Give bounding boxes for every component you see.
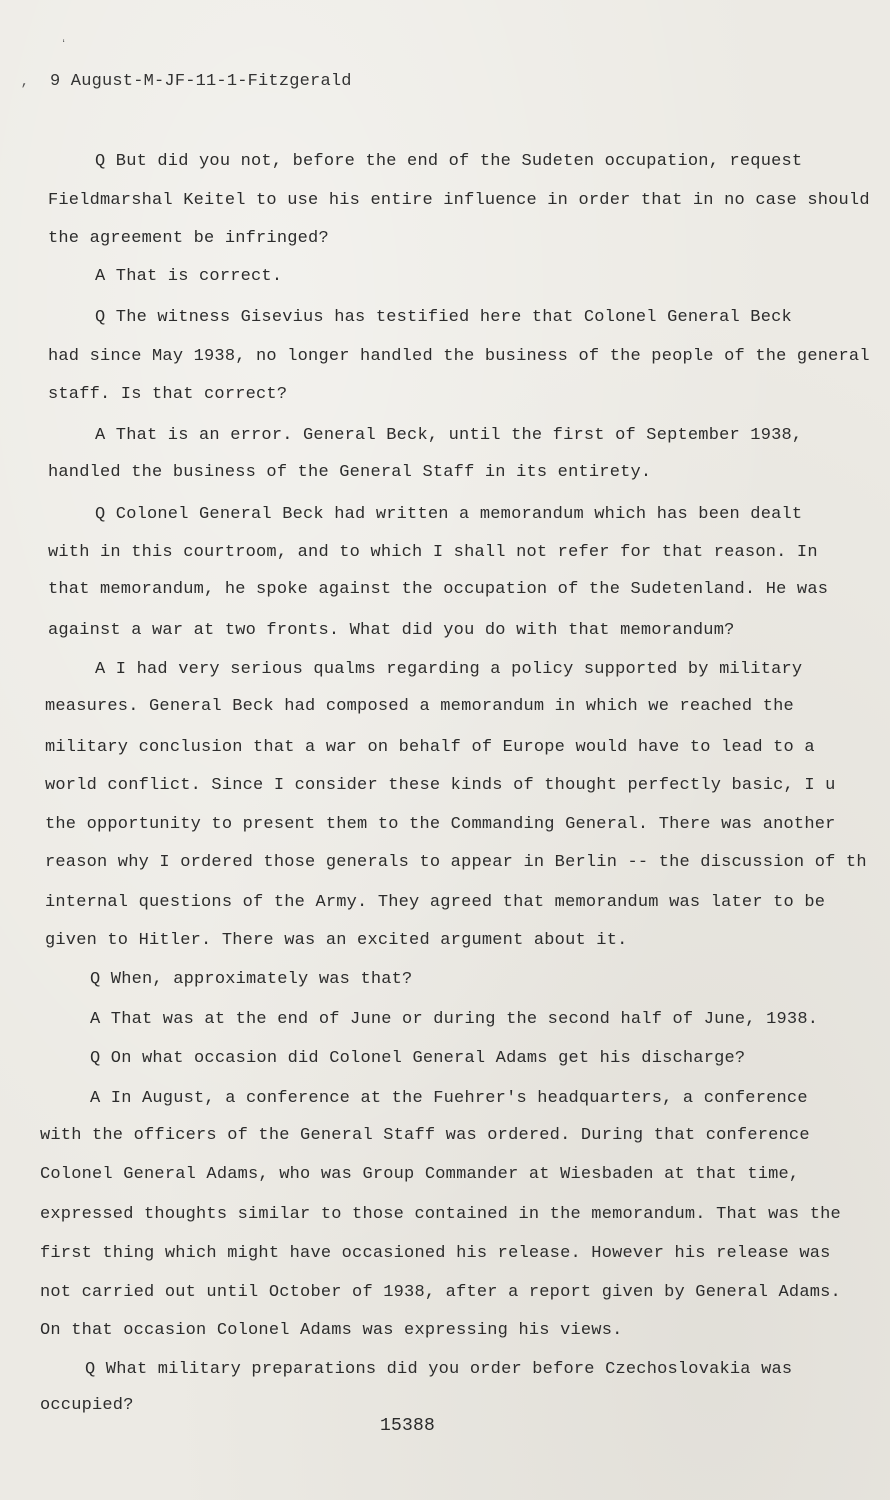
text-line: against a war at two fronts. What did you do with that memorandum?	[48, 621, 735, 640]
text-line: had since May 1938, no longer handled the business of the people of the general	[48, 347, 870, 366]
text-line: with in this courtroom, and to which I shall not refer for that reason. In	[48, 543, 818, 562]
text-line: internal questions of the Army. They agreed that memorandum was later to be	[45, 893, 826, 912]
text-line: Q The witness Gisevius has testified here that Colonel General Beck	[95, 308, 792, 327]
text-line: first thing which might have occasioned his release. However his release was	[40, 1244, 831, 1263]
text-line: military conclusion that a war on behalf of Europe would have to lead to a	[45, 738, 815, 757]
text-line: with the officers of the General Staff was ordered. During that conference	[40, 1126, 810, 1145]
text-line: A That was at the end of June or during the second half of June, 1938.	[90, 1010, 819, 1029]
text-line: not carried out until October of 1938, after a report given by General Adams.	[40, 1283, 841, 1302]
page-number: 15388	[380, 1416, 436, 1436]
text-line: Q When, approximately was that?	[90, 970, 413, 989]
text-line: the opportunity to present them to the Commanding General. There was another	[45, 815, 836, 834]
text-line: measures. General Beck had composed a memorandum in which we reached the	[45, 697, 794, 716]
text-line: A That is an error. General Beck, until the first of September 1938,	[95, 426, 803, 445]
text-line: reason why I ordered those generals to appear in Berlin -- the discussion of th	[45, 853, 867, 872]
margin-mark: ‚	[20, 74, 29, 90]
text-line: occupied?	[40, 1396, 134, 1415]
text-line: A That is correct.	[95, 267, 283, 286]
text-line: expressed thoughts similar to those contained in the memorandum. That was the	[40, 1205, 841, 1224]
text-line: the agreement be infringed?	[48, 229, 329, 248]
text-line: A I had very serious qualms regarding a policy supported by military	[95, 660, 803, 679]
text-line: world conflict. Since I consider these kinds of thought perfectly basic, I u	[45, 776, 836, 795]
text-line: staff. Is that correct?	[48, 385, 288, 404]
text-line: Q Colonel General Beck had written a memorandum which has been dealt	[95, 505, 803, 524]
text-line: On that occasion Colonel Adams was expressing his views.	[40, 1321, 623, 1340]
text-line: Q What military preparations did you order before Czechoslovakia was	[85, 1360, 793, 1379]
top-mark: ʻ	[60, 38, 68, 52]
text-line: Q On what occasion did Colonel General Adams get his discharge?	[90, 1049, 746, 1068]
text-line: Q But did you not, before the end of the Sudeten occupation, request	[95, 152, 803, 171]
text-line: given to Hitler. There was an excited argument about it.	[45, 931, 628, 950]
text-line: Colonel General Adams, who was Group Commander at Wiesbaden at that time,	[40, 1165, 800, 1184]
text-line: that memorandum, he spoke against the occupation of the Sudetenland. He was	[48, 580, 829, 599]
text-line: handled the business of the General Staff in its entirety.	[48, 463, 652, 482]
text-line: A In August, a conference at the Fuehrer's headquarters, a conference	[90, 1089, 808, 1108]
text-line: Fieldmarshal Keitel to use his entire influence in order that in no case should	[48, 191, 870, 210]
page-header: 9 August-M-JF-11-1-Fitzgerald	[50, 72, 352, 91]
